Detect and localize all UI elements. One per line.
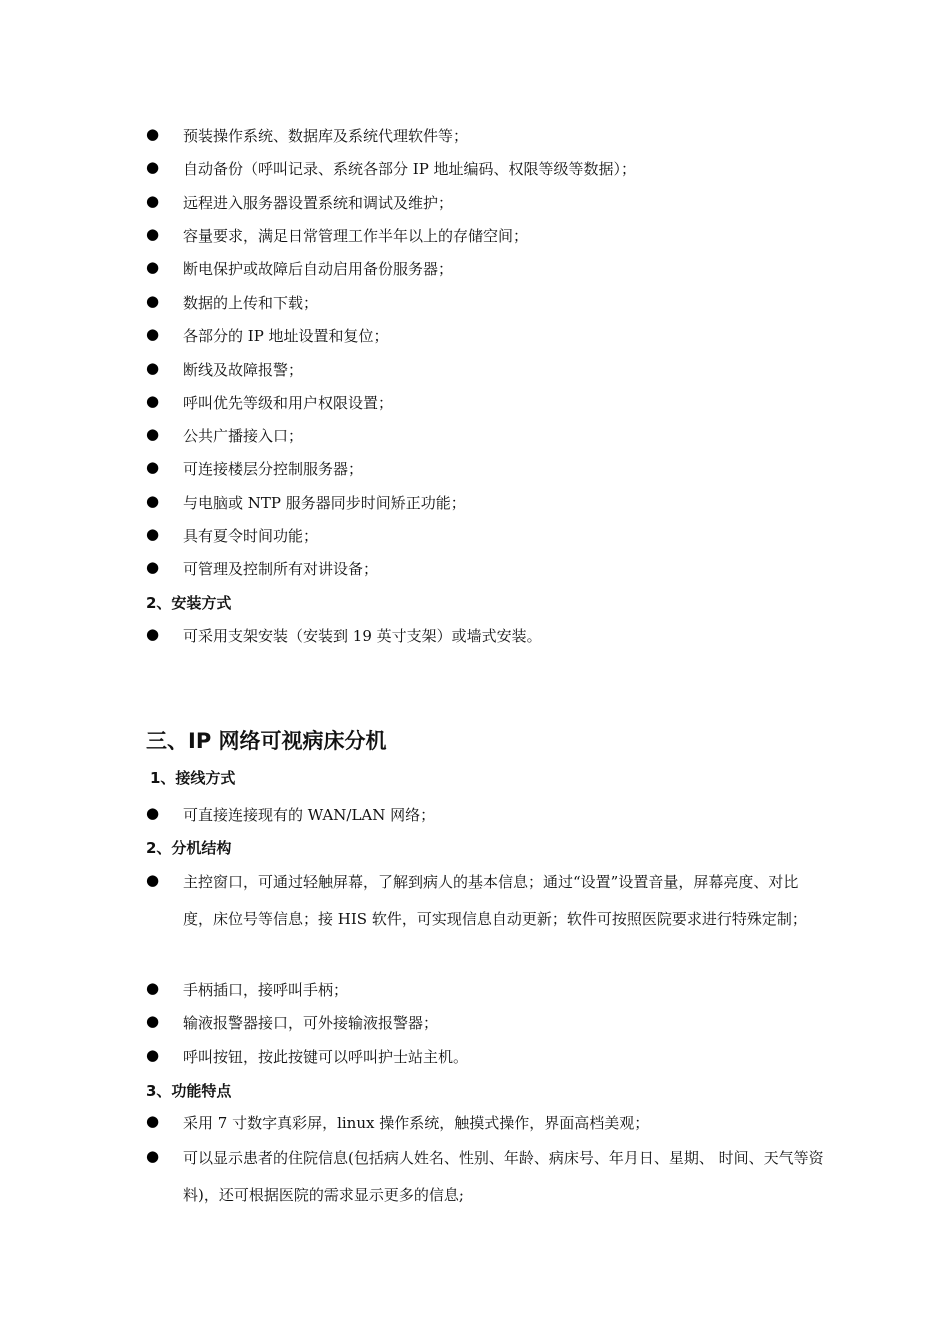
list-item (146, 451, 826, 488)
bullet-icon: ● (146, 979, 160, 997)
list-item (146, 1140, 826, 1214)
bullet-icon: ● (146, 458, 160, 476)
list-item-text: 远程进入服务器设置系统和调试及维护； (183, 194, 454, 212)
wiring-heading: 1、接线方式 (150, 769, 236, 787)
list-item-text: 容量要求，满足日常管理工作半年以上的存储空间； (183, 227, 529, 245)
list-item-text: 可采用支架安装（安装到 19 英寸支架）或墙式安装。 (183, 627, 542, 645)
install-heading: 2、安装方式 (146, 594, 232, 612)
bullet-icon: ● (146, 1046, 160, 1064)
bullet-icon: ● (146, 258, 160, 276)
bullet-icon: ● (146, 392, 160, 410)
list-item (146, 1039, 826, 1076)
list-item (146, 551, 826, 588)
list-item-text: 自动备份（呼叫记录、系统各部分 IP 地址编码、权限等级等数据）； (183, 160, 637, 178)
bullet-icon: ● (146, 425, 160, 443)
list-item (146, 352, 826, 389)
list-item (146, 118, 826, 155)
list-item-text: 公共广播接入口； (183, 427, 304, 445)
list-item (146, 218, 826, 255)
bullet-icon: ● (146, 125, 160, 143)
list-item-text: 断线及故障报警； (183, 361, 304, 379)
list-item-text: 可连接楼层分控制服务器； (183, 460, 364, 478)
list-item-text: 手柄插口，接呼叫手柄； (183, 981, 349, 999)
list-item (146, 185, 826, 222)
list-item-text: 断电保护或故障后自动启用备份服务器； (183, 260, 454, 278)
list-item-text: 可直接连接现有的 WAN/LAN 网络； (183, 806, 436, 824)
list-item (146, 151, 826, 188)
bullet-icon: ● (146, 158, 160, 176)
list-item-text: 与电脑或 NTP 服务器同步时间矫正功能； (183, 494, 466, 512)
bullet-icon: ● (146, 192, 160, 210)
bullet-icon: ● (146, 1012, 160, 1030)
list-item (146, 285, 826, 322)
bullet-icon: ● (146, 625, 160, 643)
bullet-icon: ● (146, 525, 160, 543)
list-item (146, 972, 826, 1009)
bullet-icon: ● (146, 225, 160, 243)
bullet-icon: ● (146, 492, 160, 510)
list-item-text: 数据的上传和下载； (183, 294, 319, 312)
structure-heading: 2、分机结构 (146, 839, 232, 857)
bullet-icon: ● (146, 804, 160, 822)
list-item (146, 618, 826, 655)
bullet-icon: ● (146, 1147, 160, 1165)
list-item (146, 864, 826, 938)
bullet-icon: ● (146, 325, 160, 343)
features-heading: 3、功能特点 (146, 1082, 232, 1100)
list-item (146, 385, 826, 422)
bullet-icon: ● (146, 292, 160, 310)
list-item (146, 251, 826, 288)
list-item-text: 呼叫按钮，按此按键可以呼叫护士站主机。 (183, 1048, 469, 1066)
bullet-icon: ● (146, 359, 160, 377)
list-item (146, 518, 826, 555)
list-item-text: 预装操作系统、数据库及系统代理软件等； (183, 127, 469, 145)
list-item-text: 各部分的 IP 地址设置和复位； (183, 327, 389, 345)
list-item-text: 采用 7 寸数字真彩屏，linux 操作系统，触摸式操作，界面高档美观； (183, 1114, 650, 1132)
list-item (146, 485, 826, 522)
bullet-icon: ● (146, 1112, 160, 1130)
list-item-text: 呼叫优先等级和用户权限设置； (183, 394, 394, 412)
list-item-text: 可以显示患者的住院信息(包括病人姓名、性别、年龄、病床号、年月日、星期、 时间、天气等资料)，还可根据医院的需求显示更多的信息; (183, 1149, 824, 1204)
list-item (146, 1005, 826, 1042)
list-item (146, 318, 826, 355)
list-item (146, 797, 826, 834)
list-item-text: 具有夏令时间功能； (183, 527, 319, 545)
list-item (146, 1105, 826, 1142)
section-title: 三、IP 网络可视病床分机 (146, 729, 387, 753)
list-item (146, 418, 826, 455)
bullet-icon: ● (146, 558, 160, 576)
list-item-text: 主控窗口，可通过轻触屏幕，了解到病人的基本信息；通过“设置”设置音量，屏幕亮度、对比度，床位号等信息；接 HIS 软件，可实现信息自动更新；软件可按照医院要求进行特殊定制； (183, 873, 807, 928)
list-item-text: 输液报警器接口，可外接输液报警器； (183, 1014, 439, 1032)
bullet-icon: ● (146, 871, 160, 889)
list-item-text: 可管理及控制所有对讲设备； (183, 560, 379, 578)
